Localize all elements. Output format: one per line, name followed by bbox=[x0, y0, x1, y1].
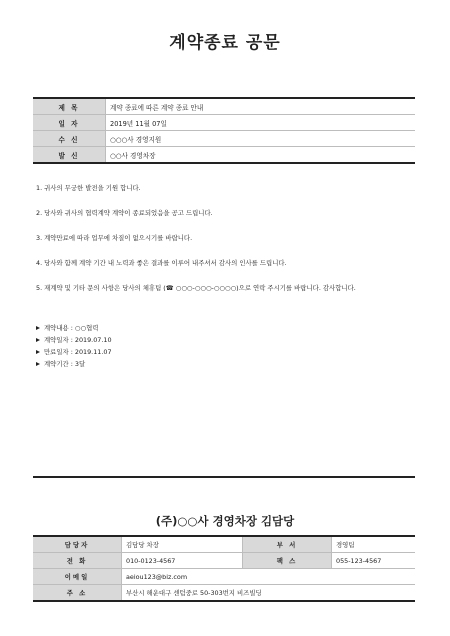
body-line: 4. 당사와 함께 계약 기간 내 노력과 좋은 결과를 이루어 내주셔서 감사의 인사를 드립니다. bbox=[36, 259, 287, 267]
contract-summary-list bbox=[36, 322, 112, 370]
header-row-subject bbox=[33, 98, 415, 115]
subject-value: 계약 종료에 따른 계약 종료 안내 bbox=[106, 98, 416, 115]
divider-line bbox=[33, 476, 415, 478]
summary-value: 2019.11.07 bbox=[74, 348, 112, 356]
footer-row-phone bbox=[33, 553, 415, 569]
department-label: 부 서 bbox=[243, 536, 332, 553]
department-value: 경영팀 bbox=[332, 536, 416, 553]
recipient-value: ○○○사 경영지원 bbox=[106, 131, 416, 147]
summary-item: 계약내용 : ○○협력 bbox=[36, 322, 112, 334]
body-line: 5. 재계약 및 기타 문의 사항은 당사의 체휴팀 (☎ ○○○-○○○-○○○○)으로 연락 주시기를 바랍니다. 감사합니다. bbox=[36, 284, 356, 292]
triangle-bullet-icon bbox=[36, 326, 40, 330]
triangle-bullet-icon bbox=[36, 338, 40, 342]
sender-value: ○○사 경영차장 bbox=[110, 151, 156, 160]
body-paragraphs bbox=[36, 183, 426, 308]
summary-label: 계약일자 bbox=[44, 336, 69, 344]
subject-label: 제 목 bbox=[33, 98, 106, 115]
summary-value: 3달 bbox=[74, 360, 86, 368]
summary-item: 만료일자 : 2019.11.07 bbox=[36, 346, 112, 358]
recipient-label: 수 신 bbox=[33, 131, 106, 147]
email-value: aeiou123@biz.com bbox=[122, 569, 416, 585]
phone-label: 전 화 bbox=[33, 553, 122, 569]
body-line: 1. 귀사의 무궁한 발전을 기원 합니다. bbox=[36, 184, 141, 192]
triangle-bullet-icon bbox=[36, 362, 40, 366]
address-label: 주 소 bbox=[33, 585, 122, 602]
summary-value: 2019.07.10 bbox=[74, 336, 112, 344]
company-signature: (주)○○사 경영차장 김담당 bbox=[155, 514, 295, 528]
summary-label: 계약내용 bbox=[44, 324, 69, 332]
summary-label: 계약기간 bbox=[44, 360, 69, 368]
phone-value: 010-0123-4567 bbox=[122, 553, 243, 569]
date-label: 일 자 bbox=[33, 115, 106, 131]
body-line: 2. 당사와 귀사의 협력계약 계약이 종료되었음을 공고 드립니다. bbox=[36, 209, 213, 217]
fax-label: 팩 스 bbox=[243, 553, 332, 569]
fax-value: 055-123-4567 bbox=[332, 553, 416, 569]
footer-row-email bbox=[33, 569, 415, 585]
email-label: 이메일 bbox=[33, 569, 122, 585]
contact-person-label: 담당자 bbox=[33, 536, 122, 553]
header-row-date bbox=[33, 115, 415, 131]
header-row-sender bbox=[33, 147, 415, 164]
header-row-recipient bbox=[33, 131, 415, 147]
body-line: 3. 계약만료에 따라 업무에 차질이 없으시기를 바랍니다. bbox=[36, 234, 193, 242]
contact-info-table bbox=[33, 535, 415, 602]
summary-item: 계약기간 : 3달 bbox=[36, 358, 112, 370]
summary-label: 만료일자 bbox=[44, 348, 69, 356]
address-value: 부산시 해운대구 센텀중로 50-303번지 비즈빌딩 bbox=[126, 589, 262, 597]
summary-value: ○○협력 bbox=[74, 324, 99, 332]
contact-person-value: 김담당 차장 bbox=[122, 536, 243, 553]
triangle-bullet-icon bbox=[36, 350, 40, 354]
header-info-table bbox=[33, 97, 415, 164]
footer-row-contact bbox=[33, 536, 415, 553]
footer-row-address bbox=[33, 585, 415, 602]
date-value: 2019년 11월 07일 bbox=[106, 115, 416, 131]
document-title: 계약종료 공문 bbox=[169, 33, 281, 53]
summary-item: 계약일자 : 2019.07.10 bbox=[36, 334, 112, 346]
sender-label: 발 신 bbox=[33, 147, 106, 164]
